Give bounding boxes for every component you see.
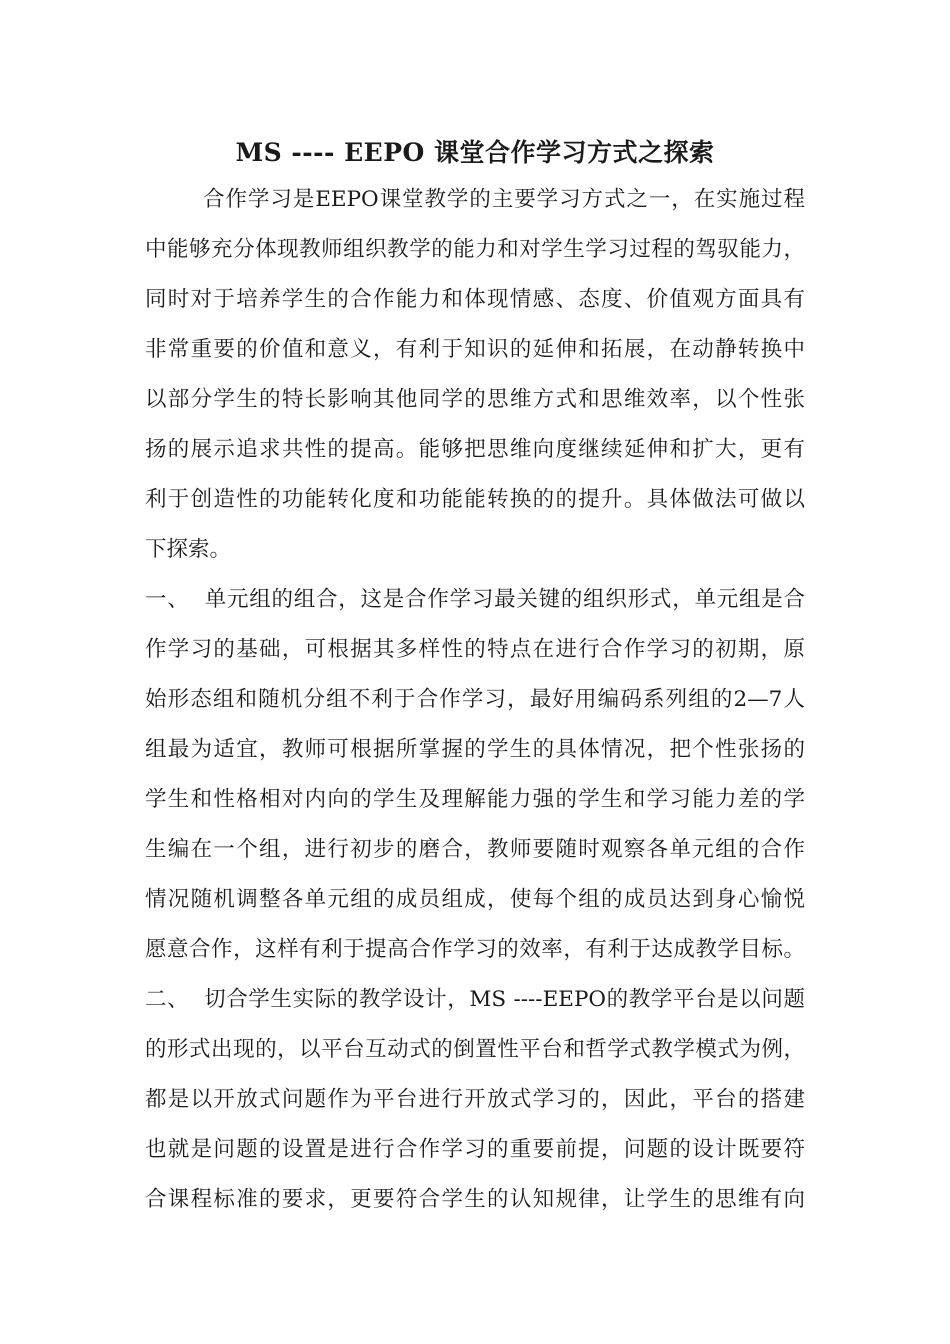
paragraph-line: 下探索。 [145, 537, 232, 562]
paragraph-line: 中能够充分体现教师组织教学的能力和对学生学习过程的驾驭能力， [145, 237, 805, 262]
paragraph-line: 学生和性格相对内向的学生及理解能力强的学生和学习能力差的学 [145, 787, 805, 812]
paragraph-line: 作学习的基础，可根据其多样性的特点在进行合作学习的初期，原 [145, 637, 805, 662]
document-body [145, 182, 805, 1232]
paragraph-line: 扬的展示追求共性的提高。能够把思维向度继续延伸和扩大，更有 [145, 437, 805, 462]
paragraph-line: 非常重要的价值和意义，有利于知识的延伸和拓展，在动静转换中 [145, 337, 805, 362]
paragraph-line: 也就是问题的设置是进行合作学习的重要前提，问题的设计既要符 [145, 1137, 805, 1162]
paragraph-line: 以部分学生的特长影响其他同学的思维方式和思维效率，以个性张 [145, 387, 805, 412]
paragraph-line: 生编在一个组，进行初步的磨合，教师要随时观察各单元组的合作 [145, 837, 805, 862]
document-title: MS ---- EEPO 课堂合作学习方式之探索 [235, 138, 715, 167]
paragraph-line: 组最为适宜，教师可根据所掌握的学生的具体情况，把个性张扬的 [145, 737, 805, 762]
section-heading-line: 一、 单元组的组合，这是合作学习最关键的组织形式，单元组是合 [145, 587, 805, 612]
paragraph-line: 同时对于培养学生的合作能力和体现情感、态度、价值观方面具有 [145, 287, 805, 312]
paragraph-line: 利于创造性的功能转化度和功能能转换的的提升。具体做法可做以 [145, 487, 805, 512]
section-heading-line: 二、 切合学生实际的教学设计，MS ----EEPO的教学平台是以问题 [145, 987, 805, 1012]
paragraph-line: 情况随机调整各单元组的成员组成，使每个组的成员达到身心愉悦 [145, 887, 805, 912]
paragraph-line: 合课程标准的要求，更要符合学生的认知规律，让学生的思维有向 [145, 1187, 805, 1212]
paragraph-line: 愿意合作，这样有利于提高合作学习的效率，有利于达成教学目标。 [145, 937, 805, 962]
paragraph-line: 都是以开放式问题作为平台进行开放式学习的，因此，平台的搭建 [145, 1087, 805, 1112]
paragraph-line: 合作学习是EEPO课堂教学的主要学习方式之一，在实施过程 [203, 187, 805, 212]
paragraph-line: 始形态组和随机分组不利于合作学习，最好用编码系列组的2—7人 [145, 687, 805, 712]
paragraph-line: 的形式出现的，以平台互动式的倒置性平台和哲学式教学模式为例， [145, 1037, 805, 1062]
